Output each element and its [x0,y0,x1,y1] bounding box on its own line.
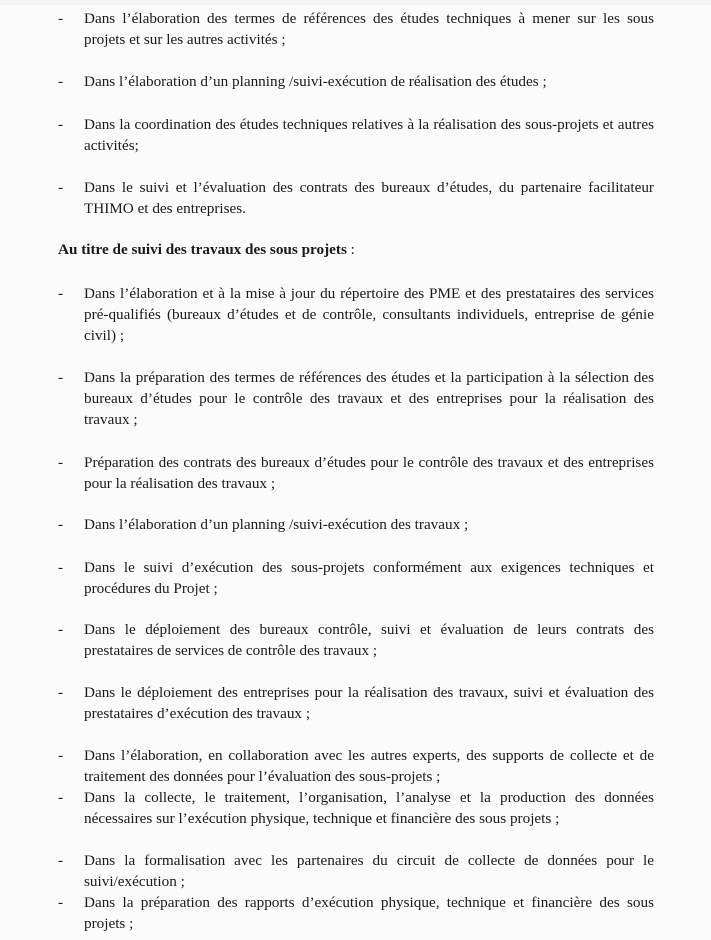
bullet-text: Dans l’élaboration, en collaboration avec les autres experts, des supports de collecte et de traitement des données pour l’évaluation des sous-projets ; [84,747,654,785]
bullet-dash: - [58,285,64,302]
section-heading [58,239,654,260]
bullet-item [58,892,654,934]
bullet-text: Dans le déploiement des bureaux contrôle, suivi et évaluation de leurs contrats des prestataires de services de contrôle des travaux ; [84,621,654,659]
bullet-dash: - [58,852,64,869]
bullet-dash: - [58,116,64,133]
bullet-text: Préparation des contrats des bureaux d’études pour le contrôle des travaux et des entreprises pour la réalisation des travaux ; [84,454,654,492]
bullet-item [58,787,654,829]
bullet-text: Dans la préparation des termes de références des études et la participation à la sélection des bureaux d’études pour le contrôle des travaux et des entreprises pour la réalisation des travaux ; [84,369,654,428]
bullet-item [58,177,654,219]
bullet-text: Dans la coordination des études techniques relatives à la réalisation des sous-projets et autres activités; [84,116,654,154]
bullet-item [58,682,654,724]
bullet-item [58,283,654,346]
section-heading-suffix: : [346,241,355,258]
bullet-text: Dans le déploiement des entreprises pour la réalisation des travaux, suivi et évaluation des prestataires d’exécution des travaux ; [84,684,654,722]
bullet-item [58,557,654,599]
bullet-dash: - [58,747,64,764]
bullet-dash: - [58,559,64,576]
bullet-dash: - [58,684,64,701]
bullet-text: Dans la préparation des rapports d’exécution physique, technique et financière des sous projets ; [84,894,654,932]
bullet-text: Dans l’élaboration et à la mise à jour du répertoire des PME et des prestataires des services pré-qualifiés (bureaux d’études et de contrôle, consultants individuels, entreprise de génie civil) ; [84,285,654,344]
bullet-text: Dans le suivi et l’évaluation des contrats des bureaux d’études, du partenaire facilitateur THIMO et des entreprises. [84,179,654,217]
bullet-text: Dans l’élaboration d’un planning /suivi-exécution des travaux ; [84,516,469,533]
bullet-text: Dans l’élaboration des termes de références des études techniques à mener sur les sous projets et sur les autres activités ; [84,10,654,48]
bullet-item [58,514,654,535]
page-top-edge [0,0,711,5]
bullet-item [58,367,654,430]
bullet-dash: - [58,894,64,911]
bullet-dash: - [58,516,64,533]
bullet-dash: - [58,10,64,27]
bullet-dash: - [58,789,64,806]
section-heading-title: Au titre de suivi des travaux des sous projets [58,241,347,258]
bullet-dash: - [58,621,64,638]
bullet-item [58,850,654,892]
bullet-dash: - [58,454,64,471]
bullet-dash: - [58,369,64,386]
bullet-text: Dans l’élaboration d’un planning /suivi-exécution de réalisation des études ; [84,73,547,90]
bullet-text: Dans le suivi d’exécution des sous-projets conformément aux exigences techniques et procédures du Projet ; [84,559,654,597]
bullet-item [58,8,654,50]
bullet-item [58,452,654,494]
bullet-item [58,114,654,156]
bullet-item [58,619,654,661]
bullet-item [58,71,654,92]
bullet-dash: - [58,179,64,196]
bullet-dash: - [58,73,64,90]
bullet-item [58,745,654,787]
bullet-text: Dans la formalisation avec les partenaires du circuit de collecte de données pour le suivi/exécution ; [84,852,654,890]
bullet-text: Dans la collecte, le traitement, l’organisation, l’analyse et la production des données nécessaires sur l’exécution physique, technique et financière des sous projets ; [84,789,654,827]
